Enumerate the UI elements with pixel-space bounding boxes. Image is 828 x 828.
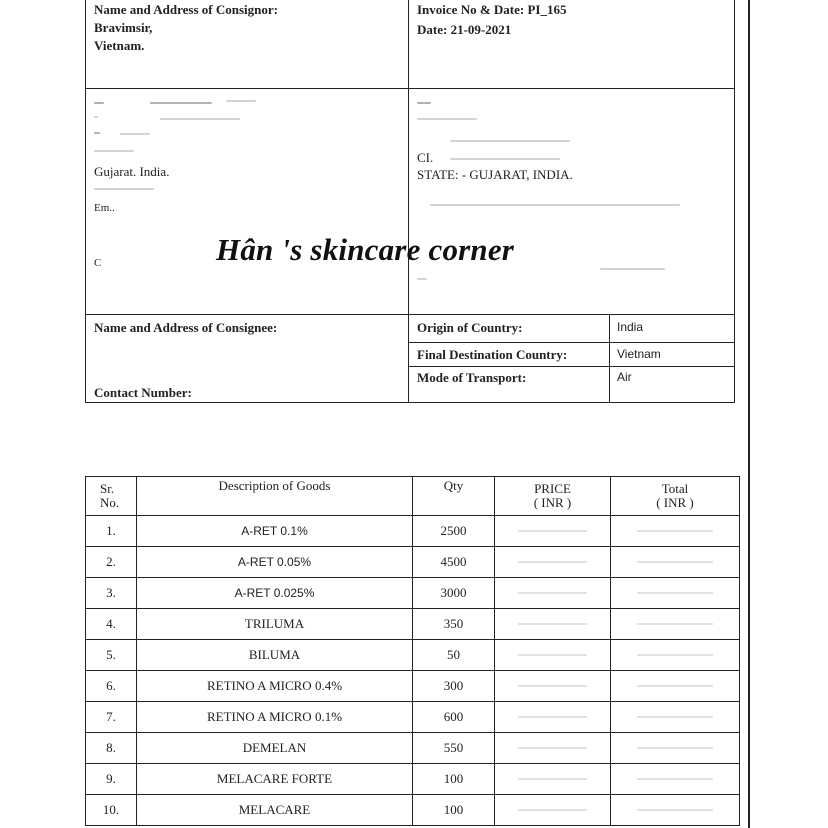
row-qty: 2500 [413,516,495,547]
contact-number-label: Contact Number: [94,385,192,400]
row-sr: 2. [86,547,137,578]
row-price-redacted [495,609,611,640]
row-sr: 3. [86,578,137,609]
row-total-redacted [611,671,740,702]
transport-value: Air [617,370,632,384]
destination-value: Vietnam [617,347,661,361]
row-sr: 5. [86,640,137,671]
row-qty: 3000 [413,578,495,609]
row-total-redacted [611,702,740,733]
row-total-redacted [611,795,740,826]
header-total [611,477,740,516]
row-sr: 8. [86,733,137,764]
header-sr-no [86,477,137,516]
redaction-mark [94,116,98,118]
invoice-number: Invoice No & Date: PI_165 [417,2,567,17]
top-box-left-border [85,0,86,403]
row-price-redacted [495,733,611,764]
redaction-mark [600,268,665,270]
row-description: RETINO A MICRO 0.1% [137,702,413,733]
row-total-redacted [611,516,740,547]
page-right-border [748,0,750,828]
row-sr: 1. [86,516,137,547]
consignor-label: Name and Address of Consignor: [94,2,278,17]
header-total-line1: Total [661,481,689,496]
header-qty [413,477,495,516]
row-qty: 100 [413,795,495,826]
top-box-row-line-2 [85,314,735,315]
row-qty: 50 [413,640,495,671]
redaction-mark [94,102,104,104]
header-qty-label: Qty [443,478,464,493]
row-description: RETINO A MICRO 0.4% [137,671,413,702]
table-row [86,640,740,671]
row-price-redacted [495,578,611,609]
redaction-mark [160,118,240,120]
row-price-redacted [495,547,611,578]
header-price-line2: ( INR ) [533,495,572,510]
exporter-state-left: Gujarat. India. [94,164,170,179]
row-description: BILUMA [137,640,413,671]
header-total-line2: ( INR ) [656,495,694,510]
redaction-mark [450,140,570,142]
invoice-date: Date: 21-09-2021 [417,22,512,37]
consignor-line1: Bravimsir, [94,20,153,35]
header-description [137,477,413,516]
row-price-redacted [495,795,611,826]
row-description: DEMELAN [137,733,413,764]
row-sr: 7. [86,702,137,733]
transport-label: Mode of Transport: [417,370,527,385]
header-description-label: Description of Goods [218,478,331,493]
row-description: MELACARE FORTE [137,764,413,795]
redaction-mark [417,118,477,120]
exporter-state-right: STATE: - GUJARAT, INDIA. [417,167,573,182]
row-description: MELACARE [137,795,413,826]
goods-table [85,476,740,826]
redaction-mark [417,278,427,280]
top-box-row-line-1 [85,88,735,89]
goods-table-header-row [86,477,740,516]
row-price-redacted [495,671,611,702]
table-row [86,609,740,640]
row-qty: 100 [413,764,495,795]
row-description: TRILUMA [137,609,413,640]
shipping-row-line-2 [408,366,735,367]
row-qty: 300 [413,671,495,702]
header-sr-line1: Sr. [100,481,115,496]
row-price-redacted [495,516,611,547]
origin-label: Origin of Country: [417,320,523,335]
row-qty: 4500 [413,547,495,578]
destination-label: Final Destination Country: [417,347,568,362]
row-total-redacted [611,547,740,578]
table-row [86,733,740,764]
redaction-mark [94,132,100,134]
consignee-label: Name and Address of Consignee: [94,320,278,335]
redaction-mark [120,133,150,135]
table-row [86,547,740,578]
row-price-redacted [495,640,611,671]
shipping-row-line-1 [408,342,735,343]
top-box-bottom-line [85,402,735,403]
row-qty: 550 [413,733,495,764]
table-row [86,795,740,826]
exporter-city-partial: CI. [417,150,434,165]
header-price-line1: PRICE [534,481,571,496]
table-row [86,764,740,795]
row-description: A-RET 0.1% [137,516,413,547]
watermark-text: Hân 's skincare corner [216,232,515,267]
origin-value: India [617,320,644,334]
table-row [86,516,740,547]
row-sr: 10. [86,795,137,826]
exporter-email-partial: Em.. [94,202,115,214]
redaction-mark [450,158,560,160]
row-total-redacted [611,609,740,640]
row-price-redacted [495,702,611,733]
redaction-mark [430,204,680,206]
redaction-mark [226,100,256,102]
table-row [86,702,740,733]
row-sr: 4. [86,609,137,640]
redaction-mark [94,150,134,152]
row-total-redacted [611,578,740,609]
exporter-contact-partial: C [94,257,102,269]
row-price-redacted [495,764,611,795]
table-row [86,578,740,609]
row-qty: 600 [413,702,495,733]
row-total-redacted [611,640,740,671]
row-sr: 9. [86,764,137,795]
row-total-redacted [611,764,740,795]
redaction-mark [94,188,154,190]
redaction-mark [417,102,431,104]
row-description: A-RET 0.05% [137,547,413,578]
shipping-value-divider [609,314,610,403]
header-price [495,477,611,516]
consignor-line2: Vietnam. [94,38,145,53]
header-sr-line2: No. [100,495,120,510]
redaction-mark [150,102,212,104]
row-total-redacted [611,733,740,764]
row-sr: 6. [86,671,137,702]
row-description: A-RET 0.025% [137,578,413,609]
row-qty: 350 [413,609,495,640]
table-row [86,671,740,702]
